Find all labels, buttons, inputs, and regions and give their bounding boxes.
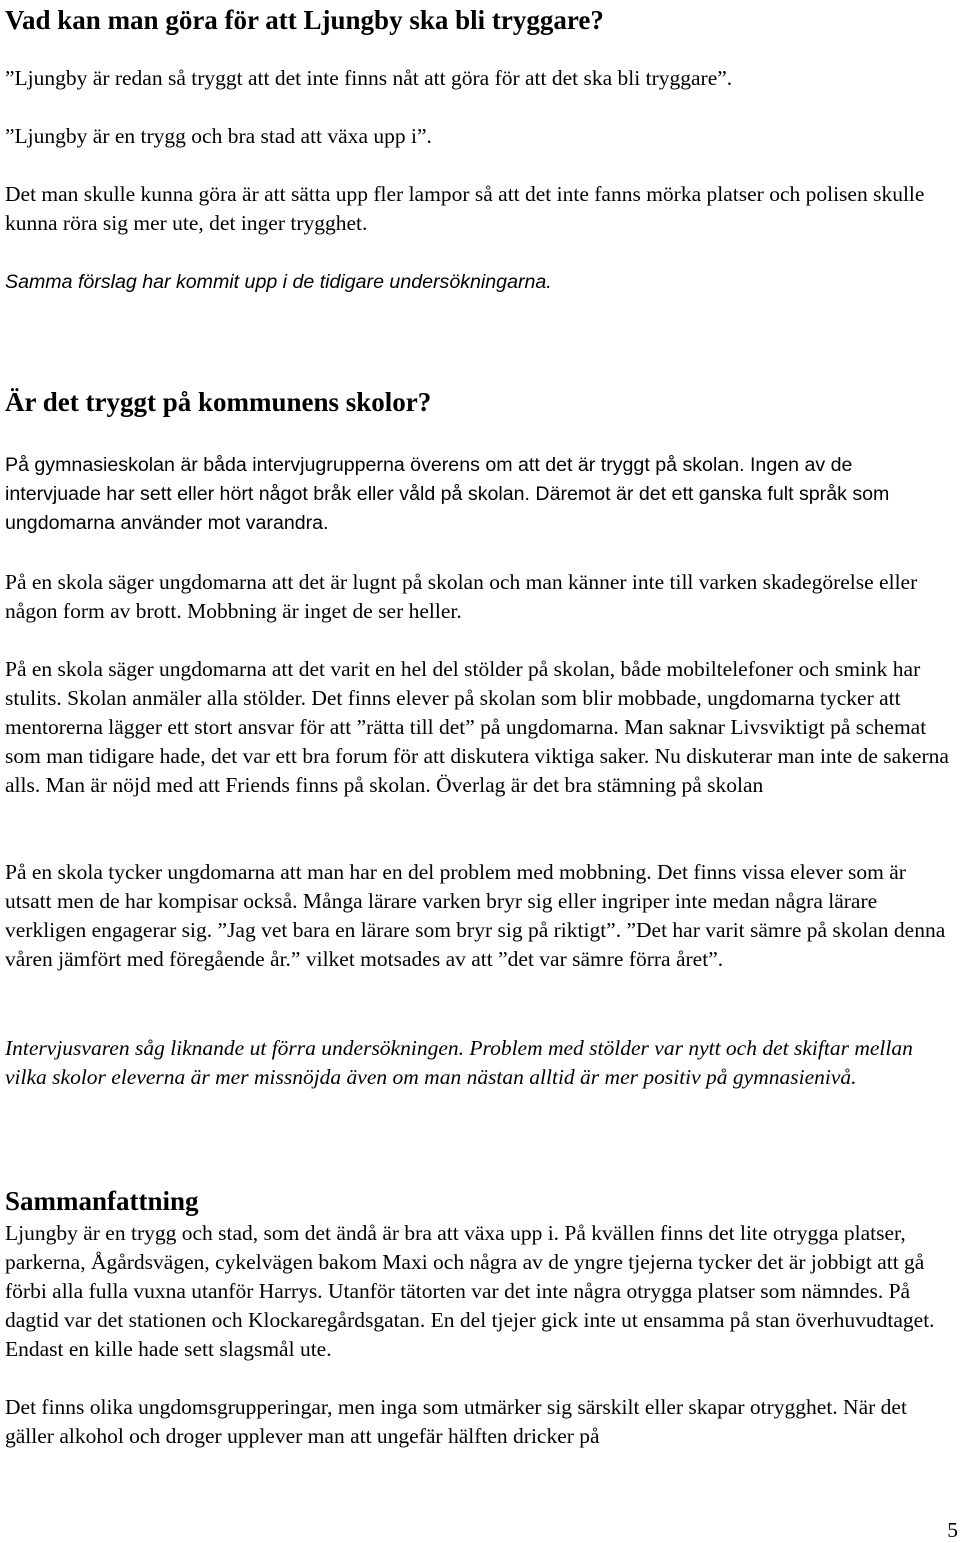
quote-already-safe: ”Ljungby är redan så tryggt att det inte finns nåt att göra för att det ska bli tryggare”.: [5, 66, 733, 90]
paragraph-summary-places: Ljungby är en trygg och stad, som det ändå är bra att växa upp i. På kvällen finns det lite otrygga platser, parkerna, Ågårdsvägen, cykelvägen bakom Maxi och några av de yngre tjejerna tycker det är jobbigt att gå förbi alla fulla vuxna utanför Harrys. Utanför tätorten var det inte några otrygga platser som nämndes. På dagtid var det stationen och Klockaregårdsgatan. En del tjejer gick inte ut ensamma på stan överhuvudtaget. Endast en kille hade sett slagsmål ute.: [5, 1221, 935, 1361]
note-interview-comparison: Intervjusvaren såg liknande ut förra undersökningen. Problem med stölder var nytt och det skiftar mellan vilka skolor eleverna är mer missnöjda även om man nästan alltid är mer positiv på gymnasienivå.: [5, 1036, 913, 1089]
note-same-proposals: Samma förslag har kommit upp i de tidigare undersökningarna.: [5, 271, 552, 293]
paragraph-bullying-school: På en skola tycker ungdomarna att man har en del problem med mobbning. Det finns vissa elever som är utsatt men de har kompisar också. Många lärare varken bryr sig eller ingriper inte medan några lärare verkligen engagerar sig. ”Jag vet bara en lärare som bryr sig på riktigt”. ”Det har varit sämre på skolan denna våren jämfört med föregående år.” vilket motsades av att ”det var sämre förra året”.: [5, 860, 946, 971]
section-heading-summary: Sammanfattning: [5, 1186, 199, 1216]
paragraph-thefts-school: På en skola säger ungdomarna att det varit en hel del stölder på skolan, både mobiltelefoner och smink har stulits. Skolan anmäler alla stölder. Det finns elever på skolan som blir mobbade, ungdomarna tycker att mentorerna lägger ett stort ansvar för att ”rätta till det” på ungdomarna. Man saknar Livsviktigt på schemat som man tidigare hade, det var ett bra forum för att diskutera viktiga saker. Nu diskuterar man inte de sakerna alls. Man är nöjd med att Friends finns på skolan. Överlag är det bra stämning på skolan: [5, 657, 949, 797]
page-number: 5: [947, 1518, 958, 1542]
quote-good-town: ”Ljungby är en trygg och bra stad att växa upp i”.: [5, 124, 432, 148]
paragraph-summary-groups: Det finns olika ungdomsgrupperingar, men inga som utmärker sig särskilt eller skapar otrygghet. När det gäller alkohol och droger upplever man att ungefär hälften dricker på: [5, 1395, 907, 1448]
paragraph-upper-secondary: På gymnasieskolan är båda intervjugrupperna överens om att det är tryggt på skolan. Ingen av de intervjuade har sett eller hört något bråk eller våld på skolan. Däremot är det ett ganska fult språk som ungdomarna använder mot varandra.: [5, 454, 890, 534]
section-heading-schools: Är det tryggt på kommunens skolor?: [5, 387, 432, 417]
paragraph-calm-school: På en skola säger ungdomarna att det är lugnt på skolan och man känner inte till varken skadegörelse eller någon form av brott. Mobbning är inget de ser heller.: [5, 570, 918, 623]
paragraph-more-lamps: Det man skulle kunna göra är att sätta upp fler lampor så att det inte fanns mörka platser och polisen skulle kunna röra sig mer ute, det inger trygghet.: [5, 182, 925, 235]
section-title-safer-ljungby: Vad kan man göra för att Ljungby ska bli tryggare?: [5, 5, 604, 35]
